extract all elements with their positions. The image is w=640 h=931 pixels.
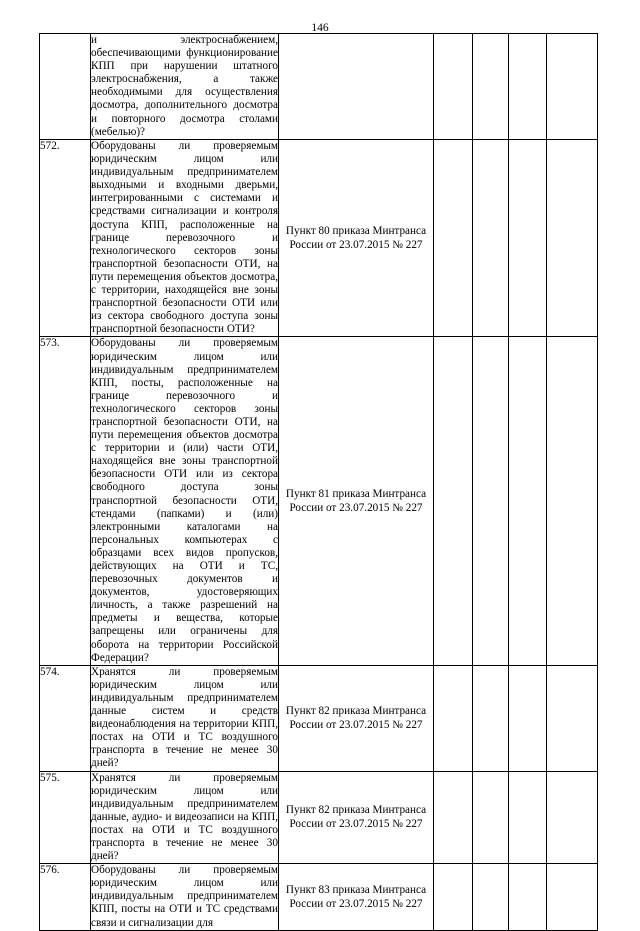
answer-cell [509, 140, 547, 337]
reference-cell: Пункт 82 приказа Минтранса России от 23.07.2015 № 227 [279, 771, 434, 864]
row-number: 575. [40, 771, 91, 864]
question-text: Оборудованы ли проверяемым юридическим лицом или индивидуальным предпринимателем выходными и входными дверьми, интегрированными с системами и средствами сигнализации и контроля доступа КПП, расположенные на границе перевозочного и технологического секторов зоны транспортной безопасности ОТИ, на пути перемещения объектов досмотра, с территории, находящейся вне зоны транспортной безопасности ОТИ или из сектора свободного доступа зоны транспортной безопасности ОТИ? [91, 140, 278, 336]
answer-cell [547, 864, 598, 930]
answer-cell [473, 140, 509, 337]
table-row [40, 140, 598, 337]
answer-cell [473, 665, 509, 771]
answer-cell [434, 771, 473, 864]
reference-cell [279, 34, 434, 140]
answer-cell [473, 771, 509, 864]
answer-cell [547, 34, 598, 140]
answer-cell [547, 337, 598, 665]
page-number: 146 [311, 22, 329, 34]
table-row [40, 337, 598, 665]
row-number: 572. [40, 140, 91, 337]
reference-cell: Пункт 82 приказа Минтранса России от 23.07.2015 № 227 [279, 665, 434, 771]
row-number: 576. [40, 864, 91, 930]
question-text: Хранятся ли проверяемым юридическим лицом или индивидуальным предпринимателем данные, аудио- и видеозаписи на КПП, постах на ОТИ и ТС воздушного транспорта в течение не менее 30 дней? [91, 771, 278, 863]
checklist-table [39, 33, 598, 931]
answer-cell [434, 665, 473, 771]
question-cell [91, 140, 279, 337]
answer-cell [509, 665, 547, 771]
question-cell [91, 771, 279, 864]
reference-cell: Пункт 81 приказа Минтранса России от 23.07.2015 № 227 [279, 337, 434, 665]
reference-cell: Пункт 83 приказа Минтранса России от 23.07.2015 № 227 [279, 864, 434, 930]
reference-cell: Пункт 80 приказа Минтранса России от 23.07.2015 № 227 [279, 140, 434, 337]
answer-cell [434, 140, 473, 337]
answer-cell [473, 337, 509, 665]
table-row [40, 864, 598, 930]
row-number: 574. [40, 665, 91, 771]
question-cell [91, 665, 279, 771]
answer-cell [547, 665, 598, 771]
answer-cell [509, 337, 547, 665]
answer-cell [473, 34, 509, 140]
answer-cell [509, 864, 547, 930]
answer-cell [509, 771, 547, 864]
question-cell [91, 34, 279, 140]
question-text: Оборудованы ли проверяемым юридическим лицом или индивидуальным предпринимателем КПП, посты на ОТИ и ТС средствами связи и сигнализации для [91, 864, 278, 929]
answer-cell [434, 337, 473, 665]
answer-cell [473, 864, 509, 930]
answer-cell [547, 140, 598, 337]
answer-cell [434, 34, 473, 140]
table-row [40, 771, 598, 864]
question-text: и электроснабжением, обеспечивающими функционирование КПП при нарушении штатного электроснабжения, а также необходимыми для осуществления досмотра, дополнительного досмотра и повторного досмотра столами (мебелью)? [91, 34, 278, 138]
question-text: Хранятся ли проверяемым юридическим лицом или индивидуальным предпринимателем данные систем и средств видеонаблюдения на территории КПП, постах на ОТИ и ТС воздушного транспорта в течение не менее 30 дней? [91, 665, 278, 770]
answer-cell [547, 771, 598, 864]
question-cell [91, 864, 279, 930]
table-row [40, 665, 598, 771]
answer-cell [509, 34, 547, 140]
question-text: Оборудованы ли проверяемым юридическим лицом или индивидуальным предпринимателем КПП, посты, расположенные на границе перевозочного и технологического секторов зоны транспортной безопасности ОТИ, на пути перемещения объектов досмотра с территории и (или) части ОТИ, находящейся вне зоны транспортной безопасности ОТИ или из сектора свободного доступа зоны транспортной безопасности ОТИ, стендами (папками) и (или) электронными каталогами на персональных компьютерах с образцами всех видов пропусков, действующих на ОТИ и ТС, перевозочных документов и документов, удостоверяющих личность, а также разрешений на предметы и вещества, которые запрещены или ограничены для оборота на территории Российской Федерации? [91, 337, 278, 664]
answer-cell [434, 864, 473, 930]
question-cell [91, 337, 279, 665]
table-row [40, 34, 598, 140]
row-number: 573. [40, 337, 91, 665]
row-number [40, 34, 91, 140]
